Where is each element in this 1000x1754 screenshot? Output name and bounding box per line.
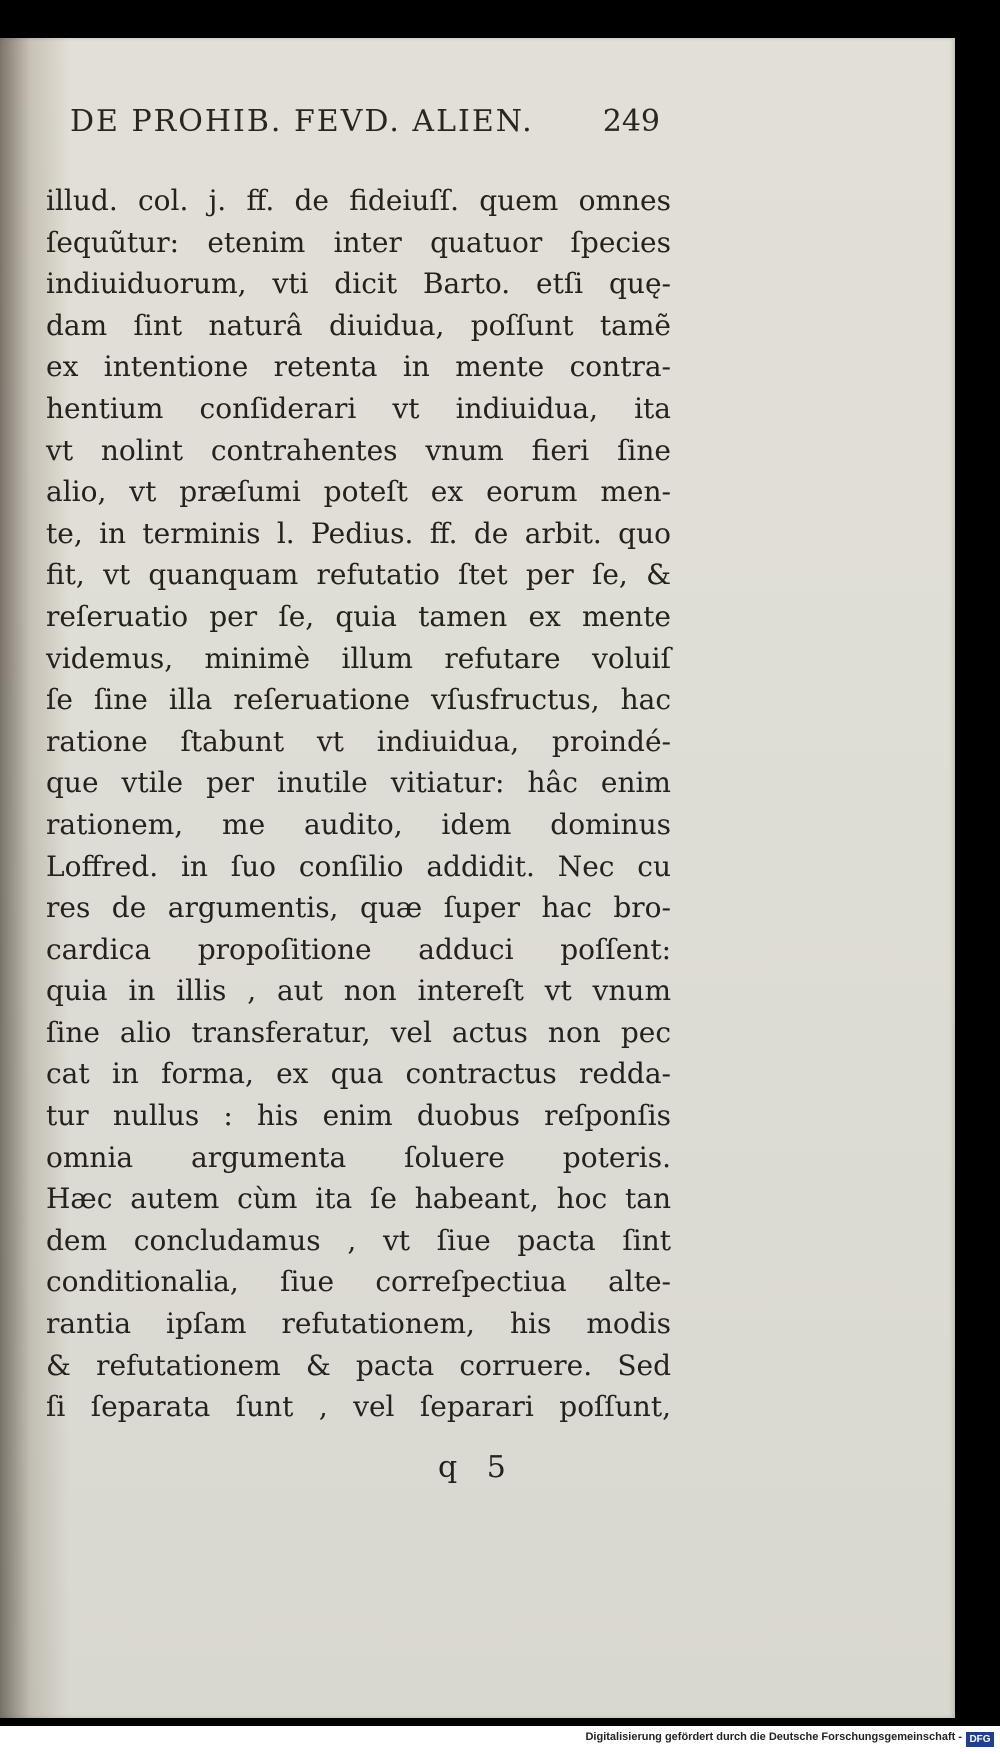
- body-text: [46, 180, 671, 1428]
- text-line: vt nolint contrahentes vnum fieri ſine: [46, 433, 671, 467]
- text-line: que vtile per inutile vitiatur: hâc enim: [46, 766, 671, 800]
- text-line: omnia argumenta ſoluere poteris.: [46, 1140, 671, 1174]
- text-line: fit, vt quanquam refutatio ſtet per ſe, &: [46, 558, 671, 592]
- text-line: conditionalia, ſiue correſpectiua alte-: [46, 1265, 671, 1299]
- text-line: reſeruatio per ſe, quia tamen ex mente: [46, 599, 671, 633]
- digitization-footer: [0, 1726, 1000, 1754]
- page-header: [70, 104, 660, 144]
- text-line: cat in forma, ex qua contractus redda-: [46, 1057, 671, 1091]
- signature-mark: q 5: [438, 1450, 516, 1485]
- dfg-logo-icon: DFG: [966, 1732, 994, 1747]
- text-line: res de argumentis, quæ ſuper hac bro-: [46, 891, 671, 925]
- text-line: ex intentione retenta in mente contra-: [46, 350, 671, 384]
- text-line: Hæc autem cùm ita ſe habeant, hoc tan: [46, 1182, 671, 1216]
- book-page: [0, 38, 955, 1718]
- text-line: rantia ipſam refutationem, his modis: [46, 1307, 671, 1341]
- text-line: ſine alio transferatur, vel actus non pec: [46, 1015, 671, 1049]
- text-line: dam ſint naturâ diuidua, poſſunt tamẽ: [46, 308, 671, 342]
- text-line: dem concludamus , vt ſiue pacta ſint: [46, 1223, 671, 1257]
- text-line: tur nullus : his enim duobus reſponſis: [46, 1099, 671, 1133]
- text-line: ſe ſine illa reſeruatione vſusfructus, hac: [46, 683, 671, 717]
- text-line: ratione ſtabunt vt indiuidua, proindé-: [46, 724, 671, 758]
- text-line: hentium conſiderari vt indiuidua, ita: [46, 391, 671, 425]
- text-line: rationem, me audito, idem dominus: [46, 807, 671, 841]
- text-line: ſequũtur: etenim inter quatuor ſpecies: [46, 225, 671, 259]
- text-line: videmus, minimè illum refutare voluiſ: [46, 641, 671, 675]
- text-line: & refutationem & pacta corruere. Sed: [46, 1348, 671, 1382]
- text-line: cardica propoſitione adduci poſſent:: [46, 932, 671, 966]
- text-line: alio, vt præſumi poteſt ex eorum men-: [46, 475, 671, 509]
- text-line: Loffred. in ſuo conſilio addidit. Nec cu: [46, 849, 671, 883]
- text-line: quia in illis , aut non intereſt vt vnum: [46, 974, 671, 1008]
- page-number: 249: [602, 104, 660, 139]
- text-line: illud. col. j. ff. de fideiuſſ. quem omnes: [46, 184, 671, 217]
- funding-credit: Digitalisierung gefördert durch die Deutsche Forschungsgemeinschaft -: [585, 1731, 962, 1743]
- text-line: ſi ſeparata ſunt , vel ſeparari poſſunt,: [46, 1390, 671, 1424]
- running-head: DE PROHIB. FEVD. ALIEN.: [70, 104, 534, 139]
- text-line: te, in terminis l. Pedius. ff. de arbit. quo: [46, 516, 671, 550]
- text-line: indiuiduorum, vti dicit Barto. etſi quę-: [46, 267, 671, 301]
